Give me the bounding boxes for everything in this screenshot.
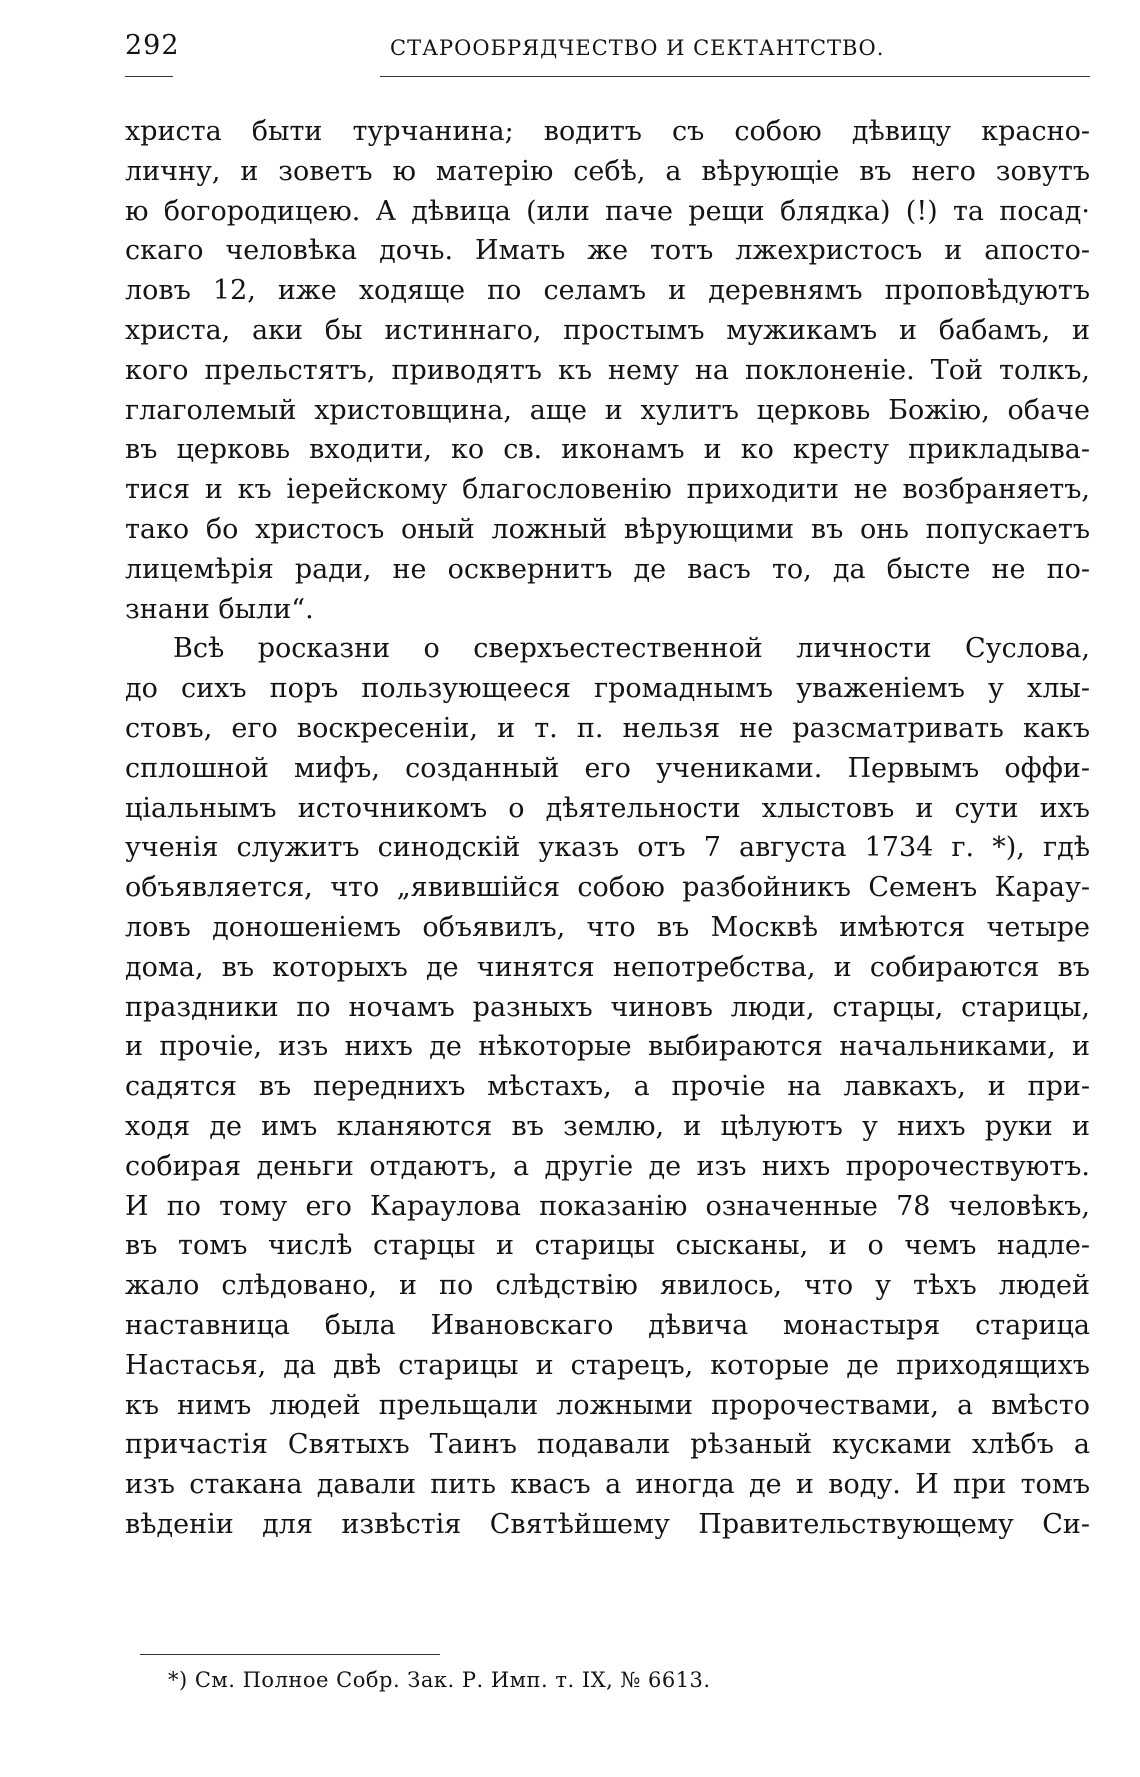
text-line: ходя де имъ кланяются въ землю, и цѣлуютъ у нихъ руки и: [125, 1110, 1090, 1142]
text-line: дома, въ которыхъ де чинятся непотребства, и собираются въ: [125, 951, 1090, 983]
header-rule-left: [125, 76, 173, 77]
text-line: лицемѣрія ради, не осквернитъ де васъ то, да бысте не по-: [125, 553, 1090, 585]
text-line: жало слѣдовано, и по слѣдствію явилось, что у тѣхъ людей: [125, 1270, 1090, 1302]
text-line: къ нимъ людей прельщали ложными пророчествами, а вмѣсто: [125, 1389, 1090, 1421]
text-line: садятся въ переднихъ мѣстахъ, а прочіе на лавкахъ, и при-: [125, 1071, 1090, 1103]
text-line: вѣденіи для извѣстія Святѣйшему Правительствующему Си-: [125, 1508, 1090, 1540]
text-line: ю богородицею. А дѣвица (или паче рещи блядка) (!) та посад·: [125, 195, 1090, 227]
text-line: ученія служитъ синодскій указъ отъ 7 августа 1734 г. *), гдѣ: [125, 832, 1090, 864]
text-line: ціальнымъ источникомъ о дѣятельности хлыстовъ и сути ихъ: [125, 792, 1090, 824]
text-line: собирая деньги отдаютъ, а другіе де изъ нихъ пророчествуютъ.: [125, 1150, 1090, 1182]
running-title: СТАРООБРЯДЧЕСТВО И СЕКТАНТСТВО.: [390, 36, 885, 60]
text-line: И по тому его Караулова показанію означенные 78 человѣкъ,: [125, 1190, 1090, 1222]
text-line: наставница была Ивановскаго дѣвича монастыря старица: [125, 1309, 1090, 1341]
body-text: [125, 112, 1090, 1545]
text-line: ловъ доношеніемъ объявилъ, что въ Москвѣ имѣются четыре: [125, 911, 1090, 943]
footnote: *) См. Полное Собр. Зак. Р. Имп. т. IX, № 6613.: [168, 1668, 711, 1692]
text-line: сплошной мифъ, созданный его учениками. Первымъ оффи-: [125, 752, 1090, 784]
header-rule-right: [380, 76, 1090, 77]
text-line: стовъ, его воскресеніи, и т. п. нельзя не разсматривать какъ: [125, 712, 1090, 744]
text-line: кого прельстятъ, приводятъ къ нему на поклоненіе. Той толкъ,: [125, 354, 1090, 386]
page-number: 292: [125, 30, 180, 61]
text-line: Всѣ росказни о сверхъестественной личности Суслова,: [173, 633, 1090, 665]
text-line: тися и къ іерейскому благословенію приходити не возбраняетъ,: [125, 474, 1090, 506]
text-line: христа, аки бы истиннаго, простымъ мужикамъ и бабамъ, и: [125, 314, 1090, 346]
text-line: личну, и зоветъ ю матерію себѣ, а вѣрующіе въ него зовутъ: [125, 155, 1090, 187]
text-line: ловъ 12, иже ходяще по селамъ и деревнямъ проповѣдуютъ: [125, 275, 1090, 307]
text-line: до сихъ поръ пользующееся громаднымъ уваженіемъ у хлы-: [125, 673, 1090, 705]
text-line: и прочіе, изъ нихъ де нѣкоторые выбираются начальниками, и: [125, 1031, 1090, 1063]
text-line: въ церковь входити, ко св. иконамъ и ко кресту прикладыва-: [125, 434, 1090, 466]
text-line: въ томъ числѣ старцы и старицы сысканы, и о чемъ надле-: [125, 1230, 1090, 1262]
text-line: христа быти турчанина; водитъ съ собою дѣвицу красно-: [125, 116, 1090, 147]
text-line: причастія Святыхъ Таинъ подавали рѣзаный кусками хлѣбъ а: [125, 1429, 1090, 1461]
page-header: [125, 24, 1090, 64]
text-line: тако бо христосъ оный ложный вѣрующими въ онь попускаетъ: [125, 513, 1090, 545]
text-line: праздники по ночамъ разныхъ чиновъ люди, старцы, старицы,: [125, 991, 1090, 1023]
text-line: знани были“.: [125, 593, 314, 625]
text-line: изъ стакана давали пить квасъ а иногда де и воду. И при томъ: [125, 1469, 1090, 1501]
footnote-rule: [140, 1654, 440, 1655]
text-line: Настасья, да двѣ старицы и старецъ, которые де приходящихъ: [125, 1349, 1090, 1381]
text-line: объявляется, что „явившійся собою разбойникъ Семенъ Карау-: [125, 872, 1090, 904]
text-line: глаголемый христовщина, аще и хулитъ церковь Божію, обаче: [125, 394, 1090, 426]
text-line: скаго человѣка дочь. Имать же тотъ лжехристосъ и апосто-: [125, 235, 1090, 267]
